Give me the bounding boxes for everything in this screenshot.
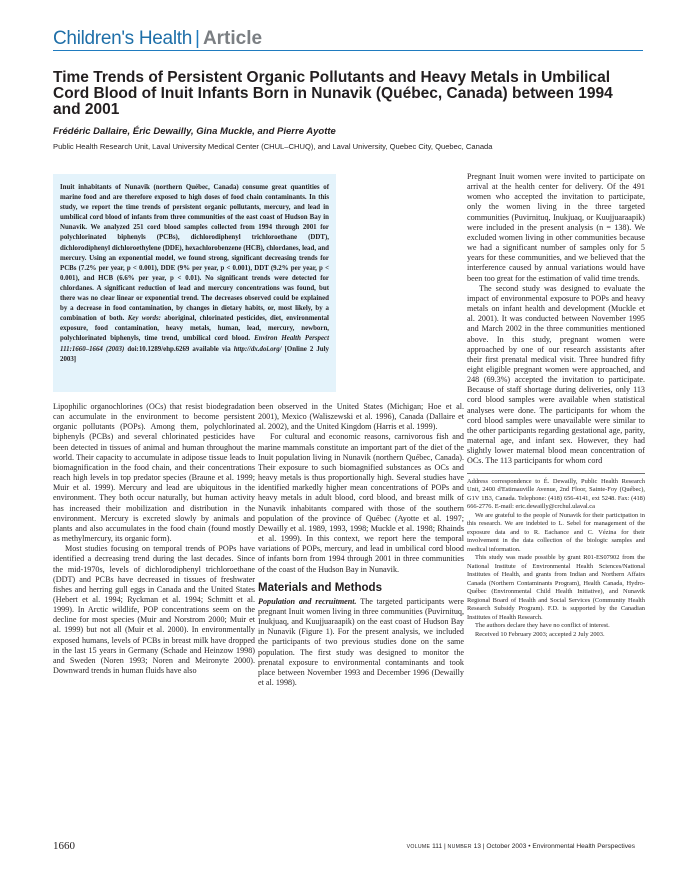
- paragraph: For cultural and economic reasons, carnivorous fish and marine mammals constitute an important part of the diet of the Inuit population living in Nunavik (northern Québec, Canada). Their exposure to such biomagnified substances as OCs and heavy metals is thus proportionally high. Several studies have identified markedly higher mean concentrations of POPs and heavy metals in adult blood, cord blood, and breast milk of Nunavik inhabitants compared with those of the southern population of the province of Québec (Ayotte et al. 1997; Dewailly et al. 1989, 1993, 1998; Muckle et al. 1998; Rhainds et al. 1999). In this context, we report here the temporal variations of POPs, mercury, and lead in umbilical cord blood of infants born from 1994 through 2001 in three communities of the coast of the Hudson Bay in Nunavik.: [258, 432, 464, 574]
- online-date: [Online 2 July 2003]: [60, 345, 329, 363]
- keywords: aboriginal, chlorinated pesticides, diet, environmental exposure, food contamination, heavy metals, human, lead, mercury, newborn, polychlorinated biphenyls, time trend, umbilical cord blood.: [60, 315, 329, 343]
- citation: Environ Health Perspect 111:1660–1664 (2003): [60, 335, 330, 353]
- footnotes: [467, 478, 645, 640]
- page-number: 1660: [53, 840, 75, 852]
- affiliation: Public Health Research Unit, Laval University Medical Center (CHUL–CHUQ), and Laval University, Quebec City, Quebec, Canada: [53, 142, 493, 151]
- footnote-received: Received 10 February 2003; accepted 2 July 2003.: [475, 630, 605, 638]
- footnote-correspondence: Address correspondence to É. Dewailly, Public Health Research Unit, 2400 d'Estimauville Avenue, 2nd Floor, Sainte-Foy (Québec), G1V 1B3, Canada. Telephone: (418) 656-4141, ext 5248. Fax: (418) 666-2776. E-mail: eric.dewailly@crchul.ulaval.ca: [467, 477, 645, 511]
- abstract-text: Inuit inhabitants of Nunavik (northern Québec, Canada) consume great quantities of marine food and are therefore exposed to high doses of food chain contaminants. In this study, we report the time trends of persistent organic pollutants, mercury, and lead in umbilical cord blood of infants from three communities of the east coast of Hudson Bay in Nunavik. We analyzed 251 cord blood samples collected from 1994 through 2001 for polychlorinated biphenyls (PCBs), dichlorodiphenyl trichloroethane (DDT), dichlorodiphenyl dichloroethylene (DDE), hexachlorobenzene (HCB), chlordanes, lead, and mercury. Using an exponential model, we found strong, significant decreasing trends for PCBs (7.2% per year, p < 0.001), DDE (9% per year, p < 0.001), DDT (9.2% per year, p < 0.001), and HCB (6.6% per year, p < 0.01). No significant trends were detected for chlordanes. A significant reduction of lead and mercury concentrations was found, but there was no clear linear or exponential trend. The decreases observed could be explained by a decrease in food contamination, by changes in dietary habits, or, most likely, by a combination of both.: [60, 184, 329, 323]
- paragraph: Pregnant Inuit women were invited to participate on arrival at the health center for delivery. Of the 491 women who accepted the invitation to participate, only the women living in the three targeted communities (Puvirnituq, Inukjuaq, or Kuujjuaraapik) were included in the present analysis (n = 138). We excluded women living in other communities because we had a significant number of samples only for 5 years for these communities, and we believed that the interference caused by annual variations would have been too great for the estimation of valid time trends.: [467, 172, 645, 283]
- paragraph: [258, 597, 464, 688]
- issue-number: 13: [473, 843, 482, 850]
- issue-date: October 2003: [486, 843, 527, 850]
- abstract-box: [53, 174, 336, 392]
- footnote-divider: [467, 473, 645, 474]
- journal-section-header: [53, 28, 643, 51]
- volume-label: VOLUME: [406, 844, 431, 850]
- volume: 111: [432, 843, 443, 850]
- paragraph: Most studies focusing on temporal trends of POPs have identified a decreasing trend during the last decades. Since the mid-1970s, levels of dichlorodiphenyl trichloroethane (DDT) and PCBs have decreased in tissues of freshwater fishes and herring gull eggs in Canada and the United States (Hebert et al. 1994; Ryckman et al. 1994; Schmitt et al. 1999). In Arctic wildlife, POP concentrations seem on the decline for most species (Muir and Norstrom 2000; Muir et al. 1999) but not all (Muir et al. 2000). In environmentally exposed humans, levels of PCBs in breast milk have dropped in the last 15 years in Germany (Schade and Heinzow 1998) and Sweden (Noren 1993; Noren and Meironyte 2000). Downward trends in human fluids have also: [53, 544, 255, 676]
- footnote-acknowledgments: We are grateful to the people of Nunavik for their participation in this research. We are indebted to L. Sebel for management of the exposure data and to R. Eachance and C. Vézina for their involvement in the data collection of the biologic samples and medical information.: [467, 511, 645, 553]
- footnote-funding: This study was made possible by grant R01-ES07902 from the National Institute of Environmental Health Sciences/National Institutes of Health, and grants from Indian and Northern Affairs Canada (Northern Contaminants Program), Health Canada, Hydro-Québec (Environmental Child Health Initiative), and Nunavik Regional Board of Health and Social Services (Community Health Research Subsidy Program). F.D. is supported by the Canadian Institutes of Health Research.: [467, 554, 645, 621]
- doi: doi:10.1289/ehp.6269 available via: [127, 345, 231, 353]
- author-list: Frédéric Dallaire, Éric Dewailly, Gina Muckle, and Pierre Ayotte: [53, 126, 336, 137]
- section-heading: Materials and Methods: [258, 581, 382, 594]
- number-label: NUMBER: [447, 844, 472, 850]
- paragraph: Lipophilic organochlorines (OCs) that resist biodegradation can accumulate in the environment to become persistent organic pollutants (POPs). Among them, polychlorinated biphenyls (PCBs) and several chlorinated pesticides have been detected in tissues of animal and human throughout the world. Their capacity to accumulate in adipose tissue leads to biomagnification in the food chain, and their concentrations reach high levels in top predator species (Braune et al. 1999; Muir et al. 1999). Mercury and lead are ubiquitous in the environment. They both occur naturally, but human activity has increased their mobilization and distribution in the environment. Mercury is excreted slowly by animals and plants and also accumulates in the food chain (found mostly as methylmercury, its organic form).: [53, 402, 255, 544]
- footer-journal-info: VOLUME 111 | NUMBER 13 | October 2003 • Environmental Health Perspectives: [406, 843, 635, 850]
- header-separator: |: [195, 28, 200, 49]
- body-column-3: [467, 172, 645, 639]
- body-column-2: [258, 402, 464, 688]
- subsection-heading: Population and recruitment.: [258, 596, 357, 606]
- footnote-conflict: The authors declare they have no conflict of interest.: [475, 622, 610, 630]
- article-type-label: Article: [202, 28, 263, 49]
- paragraph: The second study was designed to evaluate the impact of environmental exposure to POPs and heavy metals on infant health and development (Muckle et al. 2001). It was conducted between November 1995 and March 2002 in the three communities mentioned above. In this study, pregnant women were approached by one of our research assistants after their first prenatal medical visit. Three hundred fifty eight eligible pregnant women were approached, and 248 (69.3%) accepted the invitation to participate. Because of staff shortage during deliveries, only 113 cord blood samples were available when statistical analyses were done. The participants for whom the cord blood samples were unavailable were similar to the other participants regarding gestational age, parity, maternal age, and infant sex. However, they had slightly lower maternal blood mean concentration of OCs. The 113 participants for whom cord: [467, 283, 645, 466]
- journal-name: Environmental Health Perspectives: [532, 843, 635, 850]
- section-label: Children's Health: [53, 28, 192, 49]
- body-column-1: [53, 402, 255, 676]
- bullet: •: [528, 843, 531, 850]
- doi-link[interactable]: http://dx.doi.org/: [233, 345, 282, 353]
- paragraph-text: The targeted participants were pregnant Inuit women living in three communities (Puvirnituq, Inukjuaq, and Kuujjuaraapik) on the east coast of Hudson Bay in Nunavik (Figure 1). For the present analysis, we included the participants of two previous studies done on the same population. The first study was designed to monitor the prenatal exposure to environmental contaminants and took place between November 1993 and December 1996 (Dewailly et al. 1998).: [258, 596, 464, 688]
- paragraph: been observed in the United States (Michigan; Hoe et al. 2001), Mexico (Waliszewski et al. 1996), Canada (Dallaire et al. 2002), and the United Kingdom (Harris et al. 1999).: [258, 402, 464, 432]
- keywords-label: Key words:: [127, 315, 161, 323]
- article-title: Time Trends of Persistent Organic Pollutants and Heavy Metals in Umbilical Cord Blood of Inuit Infants Born in Nunavik (Québec, Canada) between 1994 and 2001: [53, 69, 613, 118]
